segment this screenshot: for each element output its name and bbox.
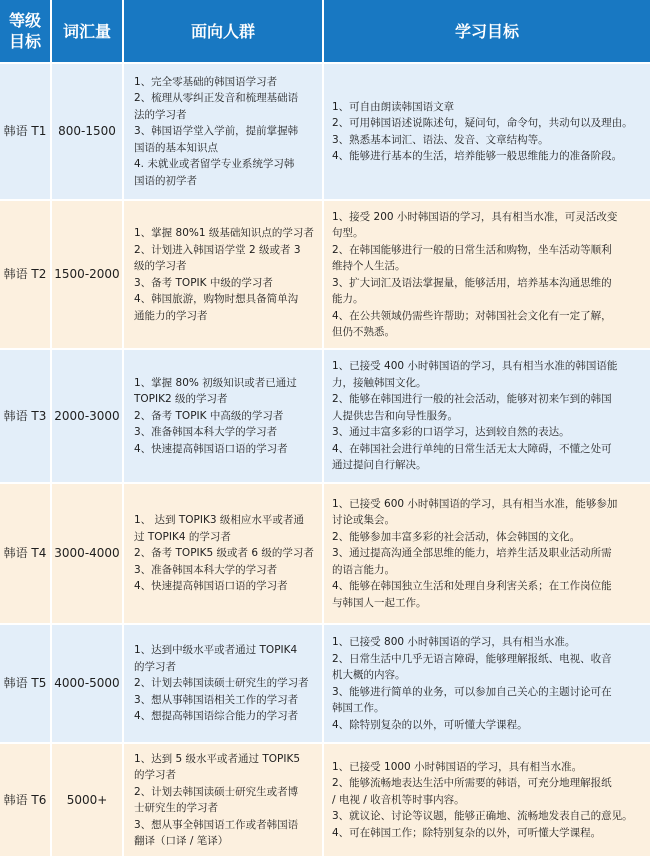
goal-line: 通过提问自行解决。 (332, 459, 427, 472)
table-row (0, 349, 650, 483)
audience-line: 国语的基本知识点 (134, 141, 218, 154)
goal-line: 2、在韩国能够进行一般的日常生活和购物，坐车活动等顺利 (332, 243, 612, 256)
audience-line: 翻译（口译 / 笔译） (134, 835, 229, 847)
goal-cell (323, 624, 650, 743)
goal-line: 韩国工作。 (332, 702, 385, 714)
audience-line: 3、想从事全韩国语工作或者韩国语 (134, 818, 299, 831)
goal-line: 4、在公共领域仍需些许帮助；对韩国社会文化有一定了解， (332, 309, 612, 322)
audience-line: 士研究生的学习者 (134, 802, 218, 814)
goal-line: 4、能够在韩国独立生活和处理自身利害关系；在工作岗位能 (332, 580, 612, 593)
level-cell: 韩语 T5 (0, 624, 51, 743)
vocab-cell: 1500-2000 (51, 200, 123, 349)
goal-line: 3、熟悉基本词汇、语法、发音、文章结构等。 (332, 133, 549, 146)
table-row (0, 200, 650, 349)
audience-line: 4、韩国旅游，购物时想具备简单沟 (134, 293, 299, 305)
audience-line: 2、备考 TOPIK 中高级的学习者 (134, 409, 284, 422)
goal-line: 4、可在韩国工作；除特别复杂的以外，可听懂大学课程。 (332, 826, 602, 839)
audience-line: 级的学习者 (134, 260, 187, 272)
audience-line: 1、掌握 80% 初级知识或者已通过 (134, 376, 297, 389)
audience-line: 2、计划进入韩国语学堂 2 级或者 3 (134, 243, 301, 256)
goal-line: 讨论或集会。 (332, 514, 395, 527)
header-vocab: 词汇量 (51, 0, 123, 63)
audience-line: 2、计划去韩国读硕士研究生或者博 (134, 785, 299, 798)
audience-line: 3、备考 TOPIK 中级的学习者 (134, 276, 273, 289)
goal-line: 2、可用韩国语述说陈述句，疑问句，命令句，共动句以及理由。 (332, 117, 633, 129)
goal-line: 3、就议论、讨论等议题，能够正确地、流畅地发表自己的意见。 (332, 810, 633, 823)
audience-line: 1、掌握 80%1 级基础知识点的学习者 (134, 227, 314, 239)
header-audience: 面向人群 (123, 0, 323, 63)
audience-line: 国语的初学者 (134, 174, 197, 187)
audience-line: 的学习者 (134, 769, 176, 781)
audience-line: 1、 达到 TOPIK3 级相应水平或者通 (134, 514, 304, 527)
table-row (0, 63, 650, 200)
goal-line: 3、通过丰富多彩的口语学习，达到较自然的表达。 (332, 426, 570, 439)
goal-line: 1、接受 200 小时韩国语的学习，具有相当水准，可灵活改变 (332, 210, 618, 223)
goal-cell (323, 349, 650, 483)
goal-line: 人提供忠告和向导性服务。 (332, 409, 458, 422)
audience-line: 法的学习者 (134, 108, 187, 121)
goal-line: 1、已接受 800 小时韩国语的学习，具有相当水准。 (332, 636, 576, 648)
goal-line: 与韩国人一起工作。 (332, 596, 427, 609)
audience-line: 2、备考 TOPIK5 级或者 6 级的学习者 (134, 547, 314, 560)
goal-line: 能力。 (332, 293, 364, 305)
audience-line: 4、想提高韩国语综合能力的学习者 (134, 710, 299, 723)
level-cell: 韩语 T2 (0, 200, 51, 349)
goal-line: 1、已接受 400 小时韩国语的学习，具有相当水准的韩国语能 (332, 360, 618, 373)
header-level-line: 等级 (8, 11, 41, 30)
audience-cell (123, 624, 323, 743)
goal-line: 4、在韩国社会进行单纯的日常生活无太大障碍，不懂之处可 (332, 442, 612, 455)
goal-line: 1、已接受 1000 小时韩国语的学习，具有相当水准。 (332, 760, 583, 773)
goal-line: 维持个人生活。 (332, 260, 406, 272)
vocab-cell: 4000-5000 (51, 624, 123, 743)
audience-line: 1、达到 5 级水平或者通过 TOPIK5 (134, 752, 301, 765)
level-cell: 韩语 T3 (0, 349, 51, 483)
level-cell: 韩语 T6 (0, 743, 51, 856)
audience-line: 4、快速提高韩国语口语的学习者 (134, 580, 288, 593)
goal-line: 句型。 (332, 227, 364, 239)
goal-line: 3、扩大词汇及语法掌握量，能够活用，培养基本沟通思维的 (332, 276, 612, 289)
goal-cell (323, 743, 650, 856)
audience-line: 3、想从事韩国语相关工作的学习者 (134, 693, 299, 706)
goal-line: 2、能够流畅地表达生活中所需要的韩语，可充分地理解报纸 (332, 777, 612, 790)
table-row (0, 743, 650, 856)
audience-line: 3、准备韩国本科大学的学习者 (134, 563, 278, 576)
table-row (0, 624, 650, 743)
goal-cell (323, 483, 650, 624)
table-row (0, 483, 650, 624)
level-cell: 韩语 T4 (0, 483, 51, 624)
goal-line: 1、已接受 600 小时韩国语的学习，具有相当水准，能够参加 (332, 497, 618, 510)
goal-line: 但仍不熟悉。 (332, 326, 395, 338)
audience-cell (123, 63, 323, 200)
goal-cell (323, 200, 650, 349)
goal-line: 2、日常生活中几乎无语言障碍，能够理解报纸、电视、收音 (332, 652, 612, 665)
table-header-row (0, 0, 650, 63)
goal-line: 1、可自由朗读韩国语文章 (332, 100, 455, 113)
vocab-cell: 2000-3000 (51, 349, 123, 483)
audience-line: 4、快速提高韩国语口语的学习者 (134, 442, 288, 455)
goal-line: 2、能够在韩国进行一般的社会活动，能够对初来乍到的韩国 (332, 393, 612, 406)
vocab-cell: 5000+ (51, 743, 123, 856)
audience-cell (123, 743, 323, 856)
goal-line: 4、能够进行基本的生活，培养能够一般思维能力的准备阶段。 (332, 150, 623, 162)
level-cell: 韩语 T1 (0, 63, 51, 200)
audience-line: 通能力的学习者 (134, 309, 208, 322)
vocab-cell: 3000-4000 (51, 483, 123, 624)
audience-line: 1、达到中级水平或者通过 TOPIK4 (134, 644, 298, 657)
audience-line: 的学习者 (134, 660, 176, 673)
audience-line: 3、韩国语学堂入学前，提前掌握韩 (134, 125, 299, 138)
header-level (0, 0, 51, 63)
goal-line: 3、能够进行简单的业务，可以参加自己关心的主题讨论可在 (332, 685, 612, 698)
header-level-line: 目标 (8, 32, 41, 51)
goal-line: 3、通过提高沟通全部思维的能力，培养生活及职业活动所需 (332, 547, 612, 560)
audience-cell (123, 200, 323, 349)
audience-line: 4. 未就业或者留学专业系统学习韩 (134, 158, 295, 171)
audience-line: TOPIK2 级的学习者 (134, 393, 228, 406)
audience-line: 过 TOPIK4 的学习者 (134, 530, 231, 543)
header-goal: 学习目标 (323, 0, 650, 63)
audience-line: 3、准备韩国本科大学的学习者 (134, 426, 278, 439)
audience-cell (123, 483, 323, 624)
goal-cell (323, 63, 650, 200)
goal-line: 4、除特别复杂的以外，可听懂大学课程。 (332, 718, 528, 731)
audience-line: 2、梳理从零纠正发音和梳理基础语 (134, 92, 299, 105)
audience-line: 2、计划去韩国读硕士研究生的学习者 (134, 677, 309, 690)
goal-line: 2、能够参加丰富多彩的社会活动，体会韩国的文化。 (332, 530, 581, 543)
goal-line: 的语言能力。 (332, 563, 395, 576)
goal-line: / 电视 / 收音机等时事内容。 (332, 793, 465, 806)
goal-line: 力，接触韩国文化。 (332, 376, 427, 389)
audience-cell (123, 349, 323, 483)
vocab-cell: 800-1500 (51, 63, 123, 200)
audience-line: 1、完全零基础的韩国语学习者 (134, 75, 278, 88)
goal-line: 机大概的内容。 (332, 669, 406, 681)
